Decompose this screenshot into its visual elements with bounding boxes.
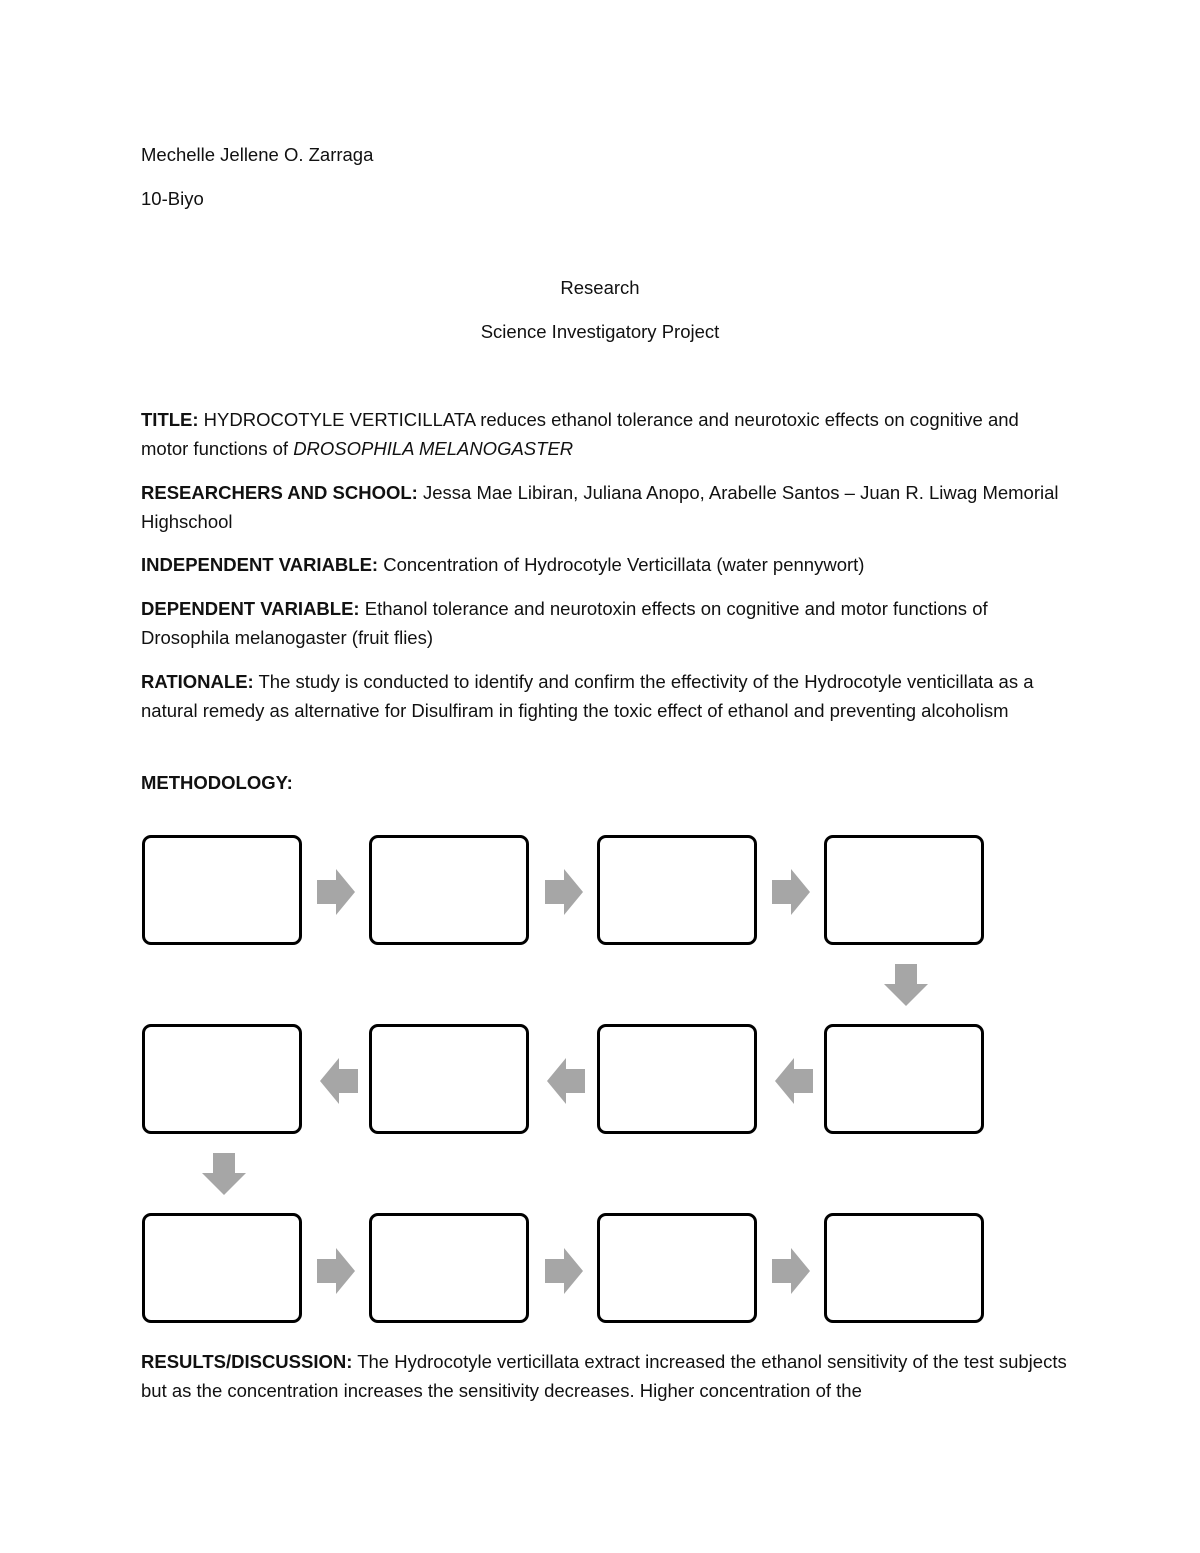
- title-text: HYDROCOTYLE VERTICILLATA reduces ethanol tolerance and neurotoxic effects on cognitive and motor functions of: [141, 409, 1019, 459]
- flow-box-11: [597, 1213, 757, 1323]
- flow-box-10: [369, 1213, 529, 1323]
- title-species: DROSOPHILA MELANOGASTER: [293, 437, 574, 459]
- independent-variable-text: Concentration of Hydrocotyle Verticillata (water pennywort): [378, 554, 865, 575]
- heading-research: Research: [560, 277, 640, 298]
- arrow-left-icon: [320, 1058, 358, 1104]
- flow-box-1: [142, 835, 302, 945]
- independent-variable-label: INDEPENDENT VARIABLE:: [141, 554, 379, 575]
- title-paragraph: [141, 406, 1071, 463]
- flow-box-12: [824, 1213, 984, 1323]
- results-paragraph: [141, 1348, 1071, 1405]
- results-text: The Hydrocotyle verticillata extract increased the ethanol sensitivity of the test subjects but as the concentration increases the sensitivity decreases. Higher concentration of the: [141, 1351, 1067, 1401]
- independent-variable-paragraph: [141, 551, 1071, 580]
- researchers-paragraph: [141, 479, 1071, 536]
- arrow-right-icon: [772, 1248, 810, 1294]
- arrow-right-icon: [317, 1248, 355, 1294]
- researchers-text: Jessa Mae Libiran, Juliana Anopo, Arabelle Santos – Juan R. Liwag Memorial Highschool: [141, 482, 1059, 532]
- class-section: 10-Biyo: [141, 188, 204, 209]
- title-label: TITLE:: [141, 409, 199, 430]
- arrow-right-icon: [317, 869, 355, 915]
- author-name: Mechelle Jellene O. Zarraga: [141, 144, 374, 165]
- rationale-label: RATIONALE:: [141, 671, 254, 692]
- dependent-variable-paragraph: [141, 595, 1071, 652]
- arrow-left-icon: [775, 1058, 813, 1104]
- dependent-variable-text: Ethanol tolerance and neurotoxin effects on cognitive and motor functions of Drosophila melanogaster (fruit flies): [141, 598, 988, 648]
- heading-project: Science Investigatory Project: [480, 321, 720, 342]
- dependent-variable-label: DEPENDENT VARIABLE:: [141, 598, 360, 619]
- arrow-right-icon: [545, 1248, 583, 1294]
- arrow-right-icon: [545, 869, 583, 915]
- arrow-right-icon: [772, 869, 810, 915]
- arrow-left-icon: [547, 1058, 585, 1104]
- methodology-label: METHODOLOGY:: [141, 772, 293, 793]
- arrow-down-icon: [202, 1153, 246, 1195]
- flow-box-5: [824, 1024, 984, 1134]
- flow-box-6: [597, 1024, 757, 1134]
- flow-box-4: [824, 835, 984, 945]
- rationale-paragraph: [141, 668, 1071, 725]
- flow-box-2: [369, 835, 529, 945]
- flow-box-3: [597, 835, 757, 945]
- arrow-down-icon: [884, 964, 928, 1006]
- flow-box-9: [142, 1213, 302, 1323]
- flow-box-8: [142, 1024, 302, 1134]
- flow-box-7: [369, 1024, 529, 1134]
- rationale-text: The study is conducted to identify and confirm the effectivity of the Hydrocotyle venticillata as a natural remedy as alternative for Disulfiram in fighting the toxic effect of ethanol and preventing alcoholism: [141, 671, 1034, 721]
- results-label: RESULTS/DISCUSSION:: [141, 1351, 353, 1372]
- researchers-label: RESEARCHERS AND SCHOOL:: [141, 482, 418, 503]
